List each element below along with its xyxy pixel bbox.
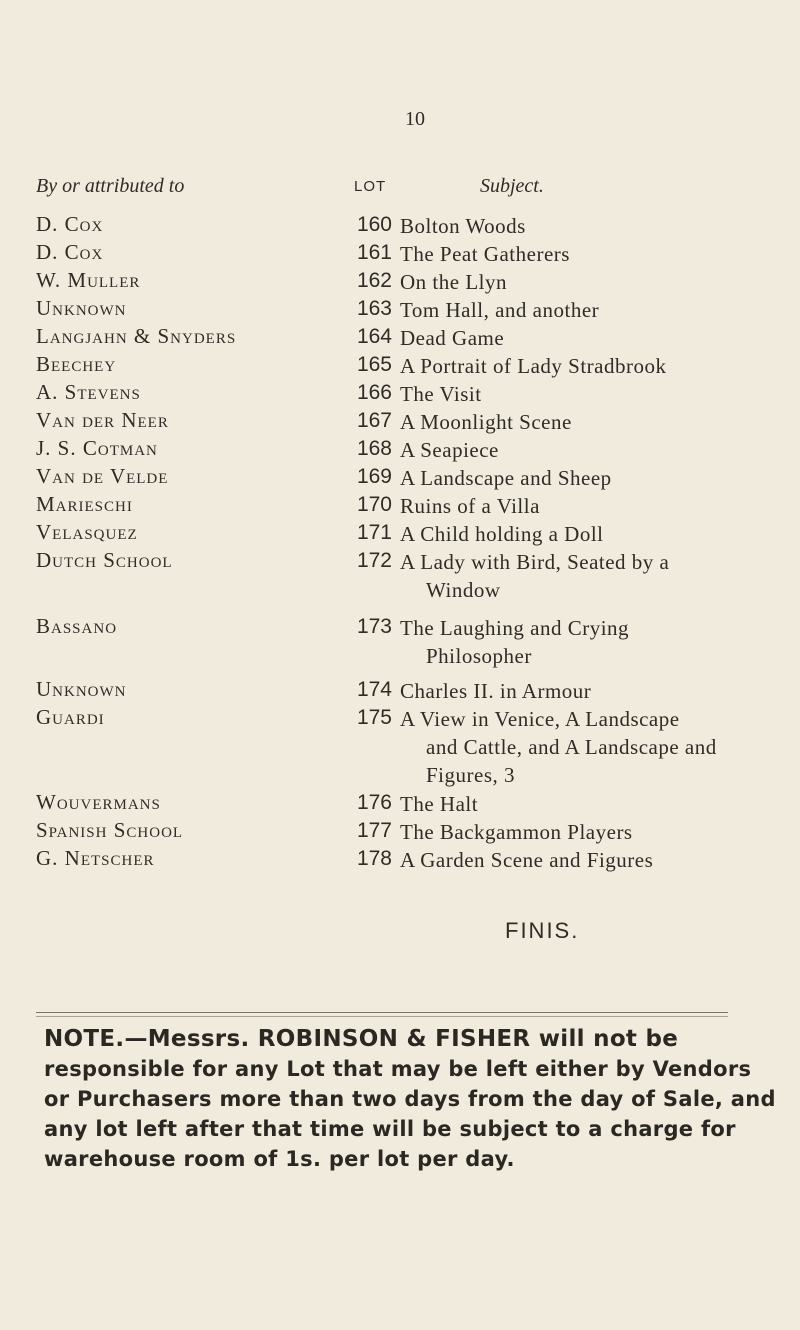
lot-artist: D. Cox: [36, 240, 104, 264]
lot-subject: A Portrait of Lady Stradbrook: [400, 354, 667, 378]
lot-artist: D. Cox: [36, 212, 104, 236]
lot-subject-continuation: Philosopher: [426, 644, 532, 668]
lot-subject: A Seapiece: [400, 438, 499, 462]
lot-subject: A Garden Scene and Figures: [400, 848, 654, 872]
lot-number: 172: [356, 549, 392, 572]
lot-row: [0, 464, 800, 494]
lot-artist: Dutch School: [36, 548, 173, 572]
lot-artist: Spanish School: [36, 818, 184, 842]
lot-number: 165: [356, 353, 392, 376]
lot-artist: Marieschi: [36, 492, 133, 516]
lot-subject: The Halt: [400, 792, 479, 816]
lot-number: 167: [356, 409, 392, 432]
lot-artist: Van der Neer: [36, 408, 169, 432]
lot-number: 170: [356, 493, 392, 516]
lot-subject-continuation: Figures, 3: [426, 763, 515, 787]
lot-number: 162: [356, 269, 392, 292]
lot-artist: G. Netscher: [36, 846, 155, 870]
lot-number: 178: [356, 847, 392, 870]
lot-artist: Wouvermans: [36, 790, 161, 814]
lot-row: [0, 520, 800, 550]
lot-row: [0, 548, 800, 606]
lot-row: [0, 324, 800, 354]
lot-subject: [400, 705, 790, 789]
lot-artist: Beechey: [36, 352, 117, 376]
lot-subject: Dead Game: [400, 326, 505, 350]
lot-row: [0, 436, 800, 466]
lot-row: [0, 408, 800, 438]
note-line: or Purchasers more than two days from the day of Sale, and: [44, 1087, 776, 1111]
lot-artist: Langjahn & Snyders: [36, 324, 237, 348]
lot-subject-line: The Laughing and Crying: [400, 616, 630, 640]
sale-note: [44, 1024, 776, 1174]
lot-subject: On the Llyn: [400, 270, 507, 294]
lot-row: [0, 705, 800, 791]
lot-number: 173: [356, 615, 392, 638]
note-line: any lot left after that time will be subject to a charge for: [44, 1117, 736, 1141]
lot-artist: Bassano: [36, 614, 118, 638]
lot-number: 166: [356, 381, 392, 404]
lot-row: [0, 818, 800, 848]
lot-column-header: LOT: [354, 178, 387, 195]
lot-subject: The Peat Gatherers: [400, 242, 570, 266]
lot-number: 168: [356, 437, 392, 460]
lot-row: [0, 846, 800, 876]
lot-row: [0, 380, 800, 410]
lot-number: 161: [356, 241, 392, 264]
lot-row: [0, 212, 800, 242]
lot-number: 160: [356, 213, 392, 236]
lot-subject: Charles II. in Armour: [400, 679, 592, 703]
page-number: 10: [405, 108, 425, 130]
lot-artist: A. Stevens: [36, 380, 141, 404]
lot-number: 169: [356, 465, 392, 488]
note-title: NOTE.—Messrs. ROBINSON & FISHER will not be: [44, 1026, 679, 1052]
lot-row: [0, 240, 800, 270]
lot-subject-line: A Lady with Bird, Seated by a: [400, 550, 670, 574]
lot-number: 164: [356, 325, 392, 348]
note-line: warehouse room of 1s. per lot per day.: [44, 1147, 515, 1171]
finis-text: FINIS.: [505, 918, 580, 943]
lot-subject: Bolton Woods: [400, 214, 526, 238]
lot-number: 174: [356, 678, 392, 701]
lot-subject-continuation: and Cattle, and A Landscape and: [426, 735, 717, 759]
lot-artist: Unknown: [36, 296, 127, 320]
lot-subject: Ruins of a Villa: [400, 494, 540, 518]
lot-subject: The Visit: [400, 382, 482, 406]
divider: [36, 1012, 728, 1013]
lot-number: 175: [356, 706, 392, 729]
lot-subject: [400, 614, 790, 670]
lot-subject-continuation: Window: [426, 578, 501, 602]
lot-subject: [400, 548, 790, 604]
lot-artist: Guardi: [36, 705, 105, 729]
lot-artist: Velasquez: [36, 520, 138, 544]
subject-column-header: Subject.: [480, 175, 544, 197]
lot-number: 163: [356, 297, 392, 320]
lot-subject-line: A View in Venice, A Landscape: [400, 707, 680, 731]
lot-artist: Unknown: [36, 677, 127, 701]
lot-subject: Tom Hall, and another: [400, 298, 600, 322]
lot-subject: A Landscape and Sheep: [400, 466, 612, 490]
lot-row: [0, 268, 800, 298]
lot-artist: Van de Velde: [36, 464, 169, 488]
lot-number: 176: [356, 791, 392, 814]
lot-row: [0, 677, 800, 707]
divider: [36, 1016, 728, 1017]
note-line: responsible for any Lot that may be left either by Vendors: [44, 1057, 752, 1081]
lot-row: [0, 296, 800, 326]
lot-artist: J. S. Cotman: [36, 436, 158, 460]
lot-number: 177: [356, 819, 392, 842]
lot-subject: The Backgammon Players: [400, 820, 633, 844]
lot-subject: A Child holding a Doll: [400, 522, 604, 546]
lot-row: [0, 492, 800, 522]
lot-row: [0, 790, 800, 820]
lot-artist: W. Muller: [36, 268, 141, 292]
lot-row: [0, 352, 800, 382]
lot-number: 171: [356, 521, 392, 544]
artist-column-header: By or attributed to: [36, 175, 185, 197]
lot-subject: A Moonlight Scene: [400, 410, 572, 434]
lot-row: [0, 614, 800, 672]
